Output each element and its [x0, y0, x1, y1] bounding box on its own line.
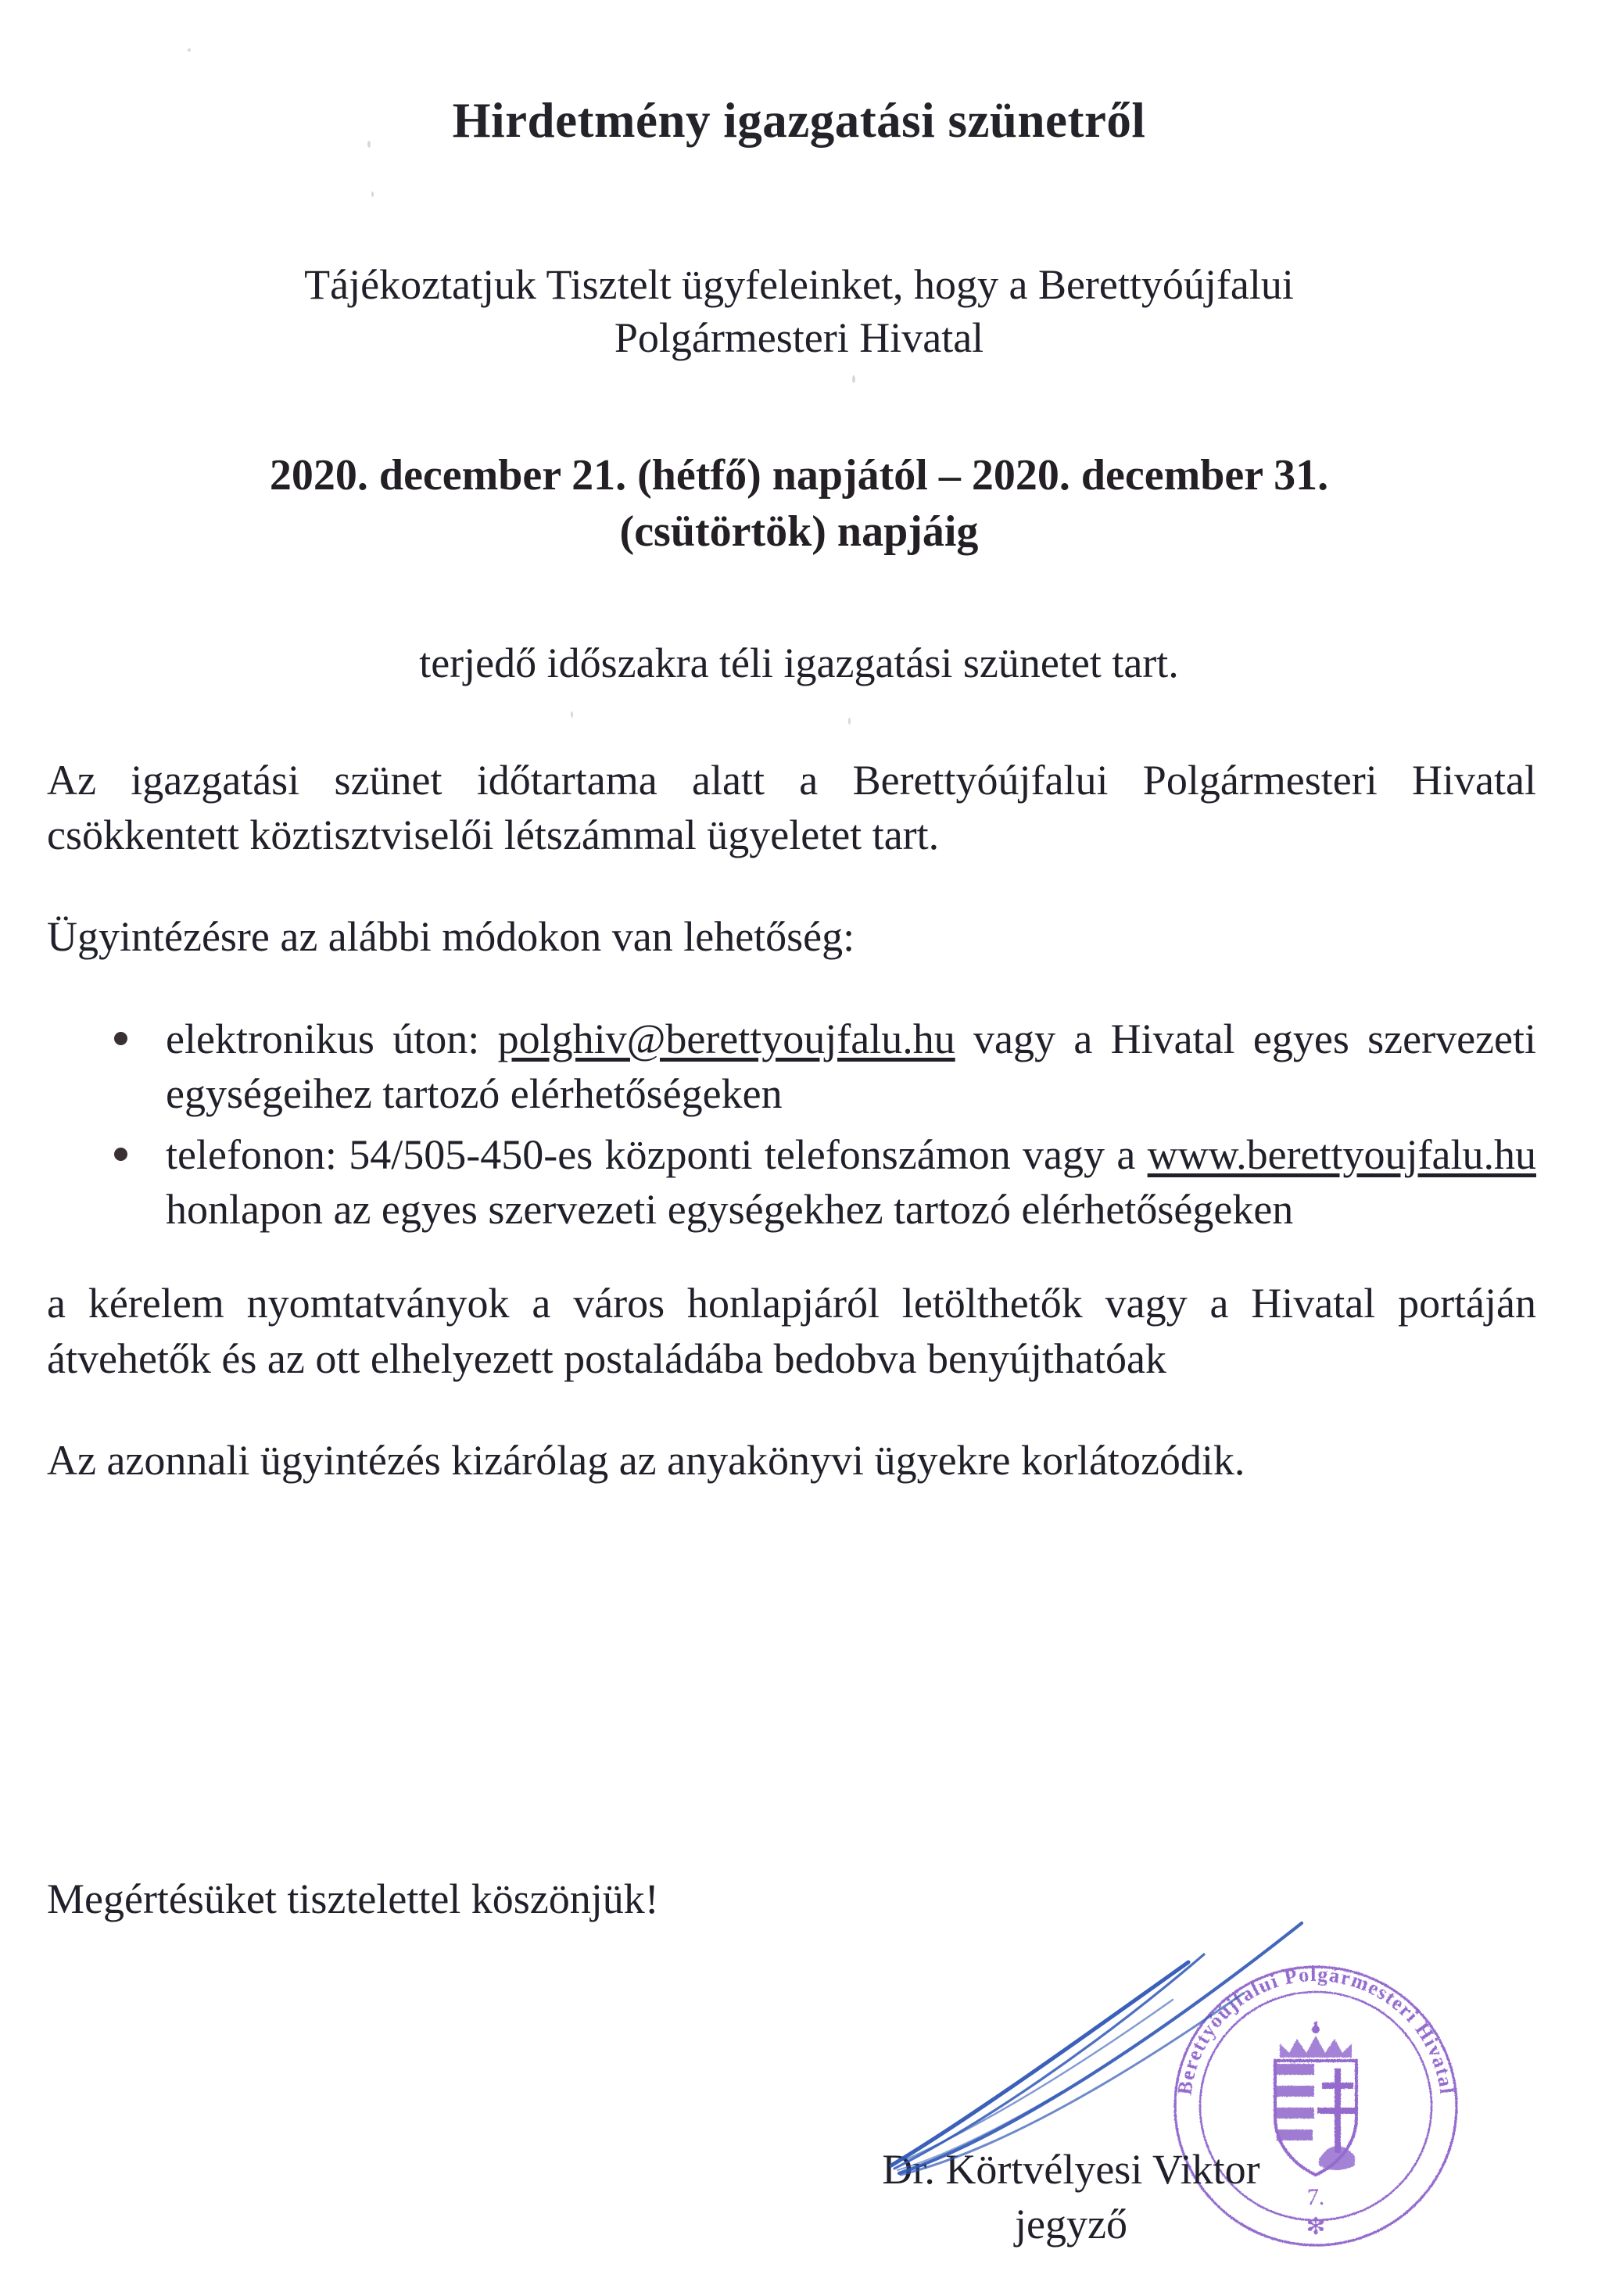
lead-tail-line: terjedő időszakra téli igazgatási szünetet tart. [419, 639, 1179, 686]
bullet-suffix-text: honlapon az egyes szervezeti egységekhez tartozó elérhetőségeken [166, 1186, 1294, 1234]
list-item [47, 1012, 1536, 1121]
scan-speck [188, 48, 191, 52]
contact-options-list [47, 1012, 1536, 1238]
intro-line-2: Polgármesteri Hivatal [614, 314, 984, 362]
intro-block [133, 258, 1465, 364]
bullet-prefix-text: elektronikus úton: [166, 1015, 498, 1062]
svg-text:Berettyóújfalui Polgármesteri [1173, 1963, 1459, 2097]
website-link[interactable]: www.berettyoujfalu.hu [1147, 1130, 1536, 1178]
date-range-line-2: (csütörtök) napjáig [619, 507, 979, 556]
stamp-number: 7. [1306, 2184, 1325, 2210]
stamp-star-icon: ✻ [1306, 2214, 1326, 2240]
date-range-block [117, 448, 1481, 560]
page-title: Hirdetmény igazgatási szünetről [452, 93, 1146, 149]
paragraph-duty: Az igazgatási szünet időtartama alatt a Berettyóújfalui Polgármesteri Hivatal csökkentett köztisztviselői létszámmal ügyeletet tart. [47, 757, 1536, 859]
paragraph-immediate: Az azonnali ügyintézés kizárólag az anyakönyvi ügyekre korlátozódik. [47, 1436, 1245, 1484]
scan-speck [571, 711, 573, 718]
scan-speck [371, 192, 374, 197]
paragraph-options-heading: Ügyintézésre az alábbi módokon van lehetőség: [47, 913, 855, 961]
intro-line-1: Tájékoztatjuk Tisztelt ügyfeleinket, hogy a Berettyóújfalui [304, 261, 1294, 308]
body-content [47, 753, 1536, 1522]
signatory-title: jegyző [1015, 2201, 1127, 2248]
thanks-line: Megértésüket tisztelettel köszönjük! [47, 1875, 659, 1922]
signatory-name: Dr. Körtvélyesi Viktor [882, 2146, 1260, 2193]
stamp-legend-text: Berettyóújfalui Polgármesteri Hivatal [1173, 1962, 1459, 2097]
date-range-line-1: 2020. december 21. (hétfő) napjától – 2020. december 31. [269, 451, 1329, 500]
paragraph-forms: a kérelem nyomtatványok a város honlapjáról letölthetők vagy a Hivatal portáján átvehetők és az ott elhelyezett postaládába bedobva benyújthatóak [47, 1280, 1536, 1382]
list-item [47, 1127, 1536, 1237]
bullet-prefix-text: telefonon: 54/505-450-es központi telefonszámon vagy a [166, 1130, 1148, 1178]
bullet-suffix-text: vagy a Hivatal egyes szervezeti egységeihez tartozó elérhetőségeken [166, 1015, 1536, 1117]
scan-speck [848, 718, 851, 725]
signature-block [797, 2142, 1345, 2251]
scan-speck [852, 375, 855, 383]
email-link[interactable]: polghiv@berettyoujfalu.hu [497, 1015, 955, 1062]
